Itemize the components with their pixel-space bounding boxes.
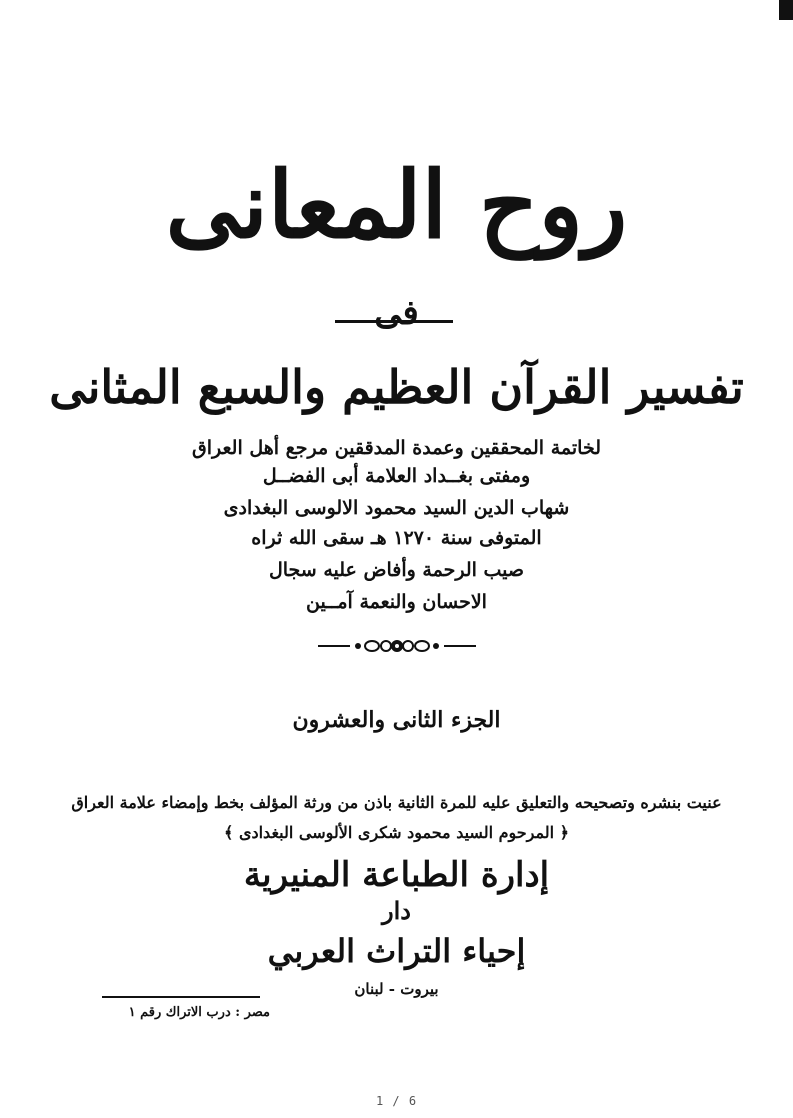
author-line-4: المتوفى سنة ١٢٧٠ هـ سقى الله ثراه <box>251 527 542 549</box>
author-line-6: الاحسان والنعمة آمــين <box>306 591 487 613</box>
author-line-3: شهاب الدين السيد محمود الالوسى البغدادى <box>223 497 570 519</box>
publisher-ihya-logo: إحياء التراث العربي <box>267 932 526 970</box>
connector-rule <box>335 320 453 323</box>
author-line-2: ومفتى بغــداد العلامة أبى الفضــل <box>262 465 531 487</box>
decorative-divider-ornament <box>318 636 476 656</box>
book-subtitle: تفسير القرآن العظيم والسبع المثانى <box>49 360 744 414</box>
publisher-dar: دار <box>382 896 411 925</box>
title-connector-fi: فى <box>374 293 419 333</box>
publisher-address: مصر : درب الاتراك رقم ١ <box>128 1005 270 1020</box>
book-title: روح المعانى <box>165 151 628 259</box>
publication-note-line-1: عنيت بنشره وتصحيحه والتعليق عليه للمرة الثانية باذن من ورثة المؤلف بخط وإمضاء علامة العراق <box>71 793 722 812</box>
address-rule <box>102 996 260 998</box>
corner-scan-mark <box>779 0 793 20</box>
volume-label: الجزء الثانى والعشرون <box>292 707 501 733</box>
publisher-city: بيروت - لبنان <box>354 980 439 998</box>
pagination-indicator: 1 / 6 <box>375 1094 418 1108</box>
author-line-1: لخاتمة المحققين وعمدة المدققين مرجع أهل العراق <box>191 437 601 459</box>
publisher-name: إدارة الطباعة المنيرية <box>243 855 550 895</box>
publication-note-line-2: ﴿ المرحوم السيد محمود شكرى الألوسى البغدادى ﴾ <box>224 823 569 842</box>
author-line-5: صيب الرحمة وأفاض عليه سجال <box>268 559 525 581</box>
